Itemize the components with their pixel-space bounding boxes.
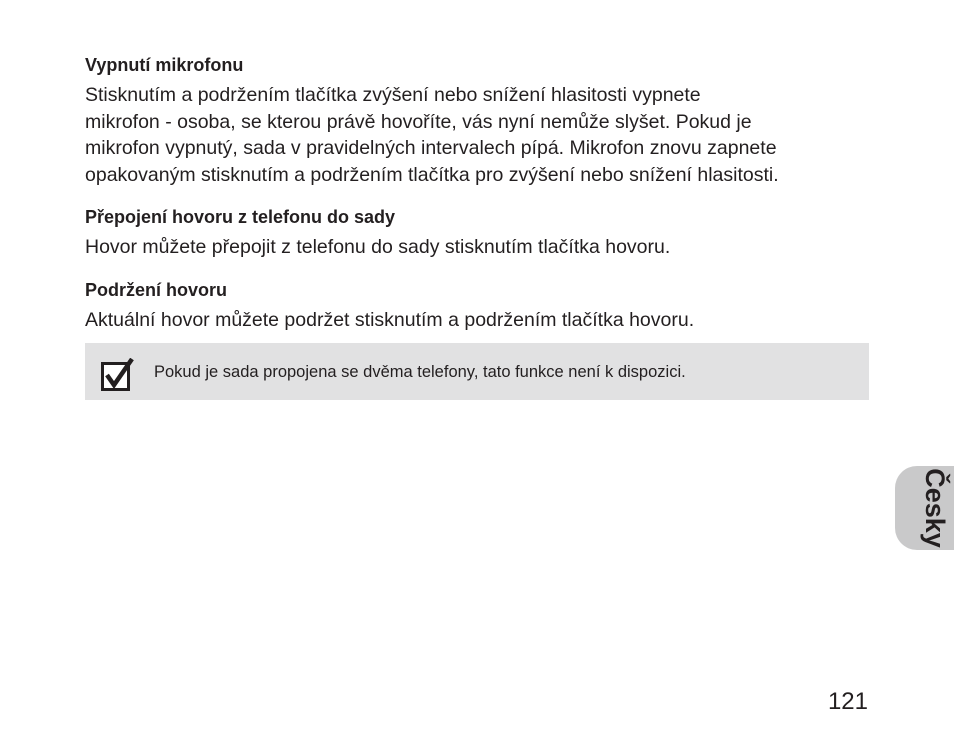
section-mute-microphone xyxy=(85,54,875,188)
section-heading: Podržení hovoru xyxy=(85,280,228,300)
body-line: opakovaným stisknutím a podržením tlačítka pro zvýšení nebo snížení hlasitosti. xyxy=(85,163,779,186)
section-hold-call xyxy=(85,279,875,334)
section-body xyxy=(85,307,875,334)
body-line: Hovor můžete přepojit z telefonu do sady stisknutím tlačítka hovoru. xyxy=(85,236,671,258)
section-heading: Přepojení hovoru z telefonu do sady xyxy=(85,207,396,227)
body-line: Aktuální hovor můžete podržet stisknutím a podržením tlačítka hovoru. xyxy=(85,309,695,331)
note-text: Pokud je sada propojena se dvěma telefony, tato funkce není k dispozici. xyxy=(154,363,686,381)
section-transfer-call xyxy=(85,206,875,261)
section-body xyxy=(85,234,875,261)
section-body xyxy=(85,82,875,188)
section-heading: Vypnutí mikrofonu xyxy=(85,55,244,75)
body-line: mikrofon vypnutý, sada v pravidelných intervalech pípá. Mikrofon znovu zapnete xyxy=(85,137,777,159)
note-box xyxy=(85,343,869,400)
body-line: mikrofon - osoba, se kterou právě hovoříte, vás nyní nemůže slyšet. Pokud je xyxy=(85,110,752,133)
checkbox-check-icon xyxy=(101,358,135,392)
language-tab-label: Česky xyxy=(920,468,950,548)
page-number: 121 xyxy=(827,688,868,715)
body-line: Stisknutím a podržením tlačítka zvýšení nebo snížení hlasitosti vypnete xyxy=(85,84,701,106)
